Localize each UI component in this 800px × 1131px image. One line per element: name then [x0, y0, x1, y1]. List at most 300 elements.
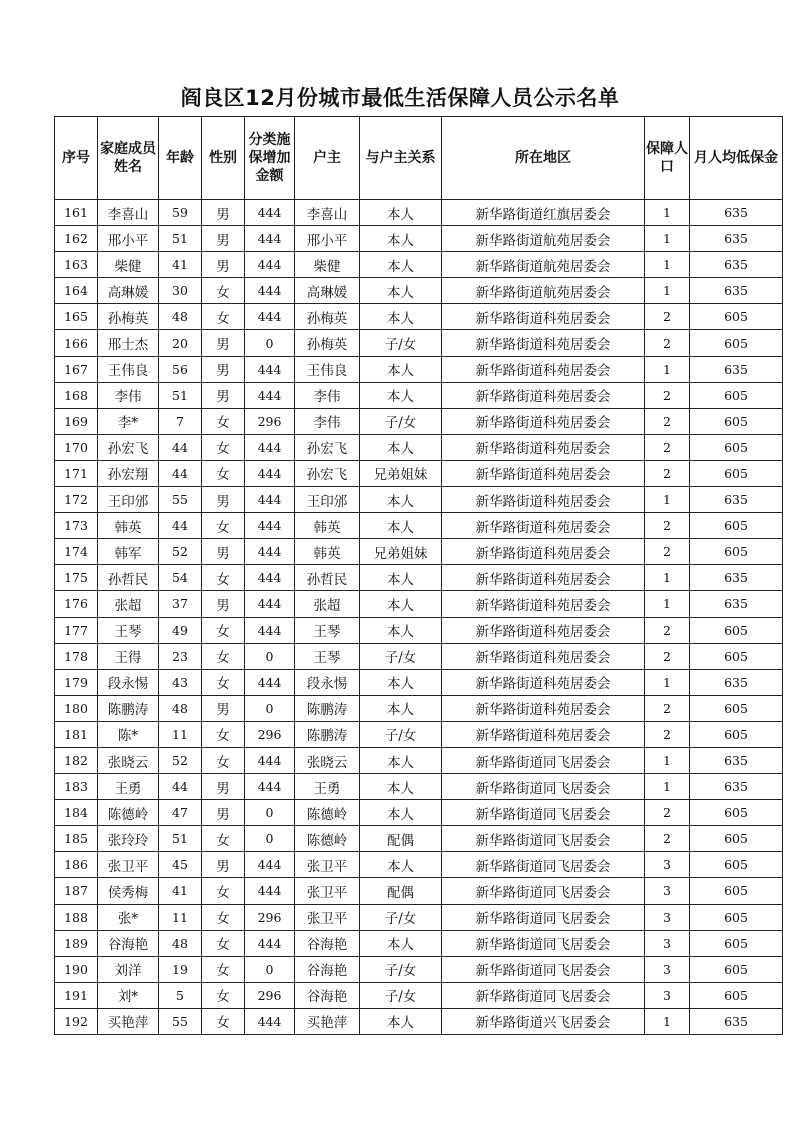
table-cell: 170: [55, 434, 98, 460]
table-cell: 陈鹏涛: [295, 721, 360, 747]
table-cell: 0: [245, 643, 295, 669]
table-cell: 189: [55, 930, 98, 956]
table-cell: 谷海艳: [98, 930, 159, 956]
table-cell: 本人: [360, 774, 442, 800]
table-row: [55, 226, 783, 252]
table-cell: 王伟良: [295, 356, 360, 382]
table-row: [55, 408, 783, 434]
table-cell: 1: [645, 356, 690, 382]
table-cell: 本人: [360, 800, 442, 826]
table-cell: 605: [690, 982, 783, 1008]
table-cell: 子/女: [360, 721, 442, 747]
table-cell: 子/女: [360, 904, 442, 930]
table-cell: 188: [55, 904, 98, 930]
table-cell: 444: [245, 434, 295, 460]
table-cell: 51: [159, 226, 202, 252]
table-cell: 444: [245, 1008, 295, 1034]
table-cell: 171: [55, 460, 98, 486]
table-cell: 女: [202, 278, 245, 304]
table-row: [55, 852, 783, 878]
table-cell: 635: [690, 487, 783, 513]
table-cell: 605: [690, 826, 783, 852]
table-cell: 王伟良: [98, 356, 159, 382]
assistance-list-table: [54, 116, 783, 1035]
table-cell: 新华路街道科苑居委会: [442, 565, 645, 591]
table-cell: 635: [690, 565, 783, 591]
table-cell: 买艳萍: [295, 1008, 360, 1034]
table-cell: 女: [202, 513, 245, 539]
table-cell: 444: [245, 460, 295, 486]
table-cell: 配偶: [360, 878, 442, 904]
table-cell: 陈*: [98, 721, 159, 747]
table-row: [55, 904, 783, 930]
header-cell: 分类施保增加金额: [245, 117, 295, 200]
table-cell: 180: [55, 695, 98, 721]
table-cell: 1: [645, 252, 690, 278]
table-cell: 444: [245, 226, 295, 252]
table-cell: 李*: [98, 408, 159, 434]
table-row: [55, 800, 783, 826]
header-cell: 与户主关系: [360, 117, 442, 200]
table-cell: 女: [202, 460, 245, 486]
table-cell: 男: [202, 695, 245, 721]
table-cell: 男: [202, 591, 245, 617]
table-cell: 2: [645, 382, 690, 408]
table-cell: 女: [202, 904, 245, 930]
table-cell: 3: [645, 878, 690, 904]
table-cell: 新华路街道科苑居委会: [442, 539, 645, 565]
table-cell: 0: [245, 956, 295, 982]
table-cell: 2: [645, 643, 690, 669]
table-cell: 605: [690, 617, 783, 643]
table-cell: 1: [645, 226, 690, 252]
table-cell: 新华路街道科苑居委会: [442, 460, 645, 486]
table-cell: 谷海艳: [295, 956, 360, 982]
table-cell: 新华路街道航苑居委会: [442, 226, 645, 252]
table-cell: 新华路街道科苑居委会: [442, 669, 645, 695]
table-cell: 5: [159, 982, 202, 1008]
table-cell: 陈德岭: [295, 826, 360, 852]
table-cell: 444: [245, 200, 295, 226]
table-cell: 谷海艳: [295, 982, 360, 1008]
table-cell: 2: [645, 617, 690, 643]
table-cell: 444: [245, 513, 295, 539]
table-row: [55, 695, 783, 721]
table-cell: 1: [645, 669, 690, 695]
table-cell: 48: [159, 930, 202, 956]
table-cell: 635: [690, 252, 783, 278]
table-cell: 45: [159, 852, 202, 878]
table-cell: 高琳媛: [98, 278, 159, 304]
table-cell: 张卫平: [295, 904, 360, 930]
table-cell: 韩英: [295, 539, 360, 565]
table-cell: 新华路街道科苑居委会: [442, 591, 645, 617]
table-cell: 女: [202, 930, 245, 956]
table-cell: 444: [245, 669, 295, 695]
table-cell: 635: [690, 774, 783, 800]
table-cell: 新华路街道科苑居委会: [442, 382, 645, 408]
table-cell: 新华路街道科苑居委会: [442, 721, 645, 747]
table-cell: 本人: [360, 695, 442, 721]
table-cell: 444: [245, 774, 295, 800]
table-cell: 0: [245, 330, 295, 356]
table-cell: 23: [159, 643, 202, 669]
table-cell: 孙梅英: [98, 304, 159, 330]
table-cell: 本人: [360, 278, 442, 304]
table-cell: 柴健: [295, 252, 360, 278]
table-cell: 张晓云: [295, 747, 360, 773]
table-cell: 子/女: [360, 956, 442, 982]
table-cell: 161: [55, 200, 98, 226]
table-cell: 新华路街道科苑居委会: [442, 356, 645, 382]
table-cell: 新华路街道同飞居委会: [442, 852, 645, 878]
table-cell: 新华路街道科苑居委会: [442, 617, 645, 643]
table-cell: 张超: [295, 591, 360, 617]
table-cell: 296: [245, 721, 295, 747]
header-cell: 序号: [55, 117, 98, 200]
table-row: [55, 513, 783, 539]
table-row: [55, 591, 783, 617]
table-cell: 3: [645, 930, 690, 956]
table-cell: 605: [690, 695, 783, 721]
table-cell: 女: [202, 643, 245, 669]
table-cell: 605: [690, 330, 783, 356]
table-cell: 本人: [360, 434, 442, 460]
table-row: [55, 382, 783, 408]
table-cell: 男: [202, 252, 245, 278]
table-cell: 3: [645, 852, 690, 878]
table-cell: 本人: [360, 591, 442, 617]
table-cell: 孙哲民: [98, 565, 159, 591]
table-cell: 韩军: [98, 539, 159, 565]
table-cell: 2: [645, 826, 690, 852]
table-cell: 李伟: [295, 408, 360, 434]
table-cell: 605: [690, 800, 783, 826]
table-row: [55, 982, 783, 1008]
table-row: [55, 643, 783, 669]
table-cell: 184: [55, 800, 98, 826]
table-cell: 孙梅英: [295, 330, 360, 356]
table-row: [55, 460, 783, 486]
table-cell: 男: [202, 774, 245, 800]
table-cell: 陈德岭: [98, 800, 159, 826]
table-cell: 176: [55, 591, 98, 617]
table-cell: 179: [55, 669, 98, 695]
table-cell: 0: [245, 826, 295, 852]
header-cell: 所在地区: [442, 117, 645, 200]
table-cell: 男: [202, 330, 245, 356]
table-cell: 李伟: [98, 382, 159, 408]
table-cell: 2: [645, 460, 690, 486]
table-cell: 185: [55, 826, 98, 852]
table-cell: 新华路街道同飞居委会: [442, 774, 645, 800]
table-cell: 配偶: [360, 826, 442, 852]
table-cell: 605: [690, 460, 783, 486]
table-cell: 李喜山: [98, 200, 159, 226]
table-cell: 男: [202, 800, 245, 826]
table-cell: 605: [690, 852, 783, 878]
table-cell: 王勇: [98, 774, 159, 800]
table-cell: 605: [690, 904, 783, 930]
table-cell: 王印邠: [98, 487, 159, 513]
table-cell: 444: [245, 878, 295, 904]
table-cell: 刘洋: [98, 956, 159, 982]
table-cell: 张卫平: [98, 852, 159, 878]
table-cell: 635: [690, 1008, 783, 1034]
table-cell: 47: [159, 800, 202, 826]
table-cell: 女: [202, 617, 245, 643]
table-cell: 175: [55, 565, 98, 591]
table-cell: 605: [690, 539, 783, 565]
table-cell: 444: [245, 252, 295, 278]
table-cell: 邢士杰: [98, 330, 159, 356]
table-cell: 173: [55, 513, 98, 539]
header-row: [55, 117, 783, 200]
table-cell: 444: [245, 930, 295, 956]
table-cell: 新华路街道科苑居委会: [442, 434, 645, 460]
table-cell: 296: [245, 982, 295, 1008]
table-cell: 新华路街道航苑居委会: [442, 252, 645, 278]
table-cell: 635: [690, 747, 783, 773]
table-cell: 182: [55, 747, 98, 773]
table-row: [55, 434, 783, 460]
table-cell: 本人: [360, 669, 442, 695]
table-cell: 48: [159, 304, 202, 330]
table-cell: 女: [202, 982, 245, 1008]
table-cell: 162: [55, 226, 98, 252]
table-cell: 635: [690, 278, 783, 304]
table-cell: 男: [202, 226, 245, 252]
table-cell: 孙梅英: [295, 304, 360, 330]
table-cell: 296: [245, 408, 295, 434]
table-cell: 2: [645, 695, 690, 721]
header-cell: 户主: [295, 117, 360, 200]
table-cell: 605: [690, 956, 783, 982]
table-cell: 本人: [360, 252, 442, 278]
table-row: [55, 1008, 783, 1034]
table-cell: 444: [245, 591, 295, 617]
table-row: [55, 617, 783, 643]
table-cell: 本人: [360, 226, 442, 252]
table-cell: 3: [645, 982, 690, 1008]
table-cell: 王得: [98, 643, 159, 669]
table-cell: 女: [202, 434, 245, 460]
table-cell: 新华路街道同飞居委会: [442, 956, 645, 982]
table-cell: 41: [159, 252, 202, 278]
table-cell: 11: [159, 721, 202, 747]
table-cell: 新华路街道同飞居委会: [442, 826, 645, 852]
table-cell: 张卫平: [295, 878, 360, 904]
table-cell: 子/女: [360, 643, 442, 669]
table-cell: 0: [245, 695, 295, 721]
table-cell: 孙哲民: [295, 565, 360, 591]
table-cell: 兄弟姐妹: [360, 460, 442, 486]
table-cell: 王琴: [98, 617, 159, 643]
table-cell: 子/女: [360, 982, 442, 1008]
table-cell: 11: [159, 904, 202, 930]
table-row: [55, 930, 783, 956]
table-cell: 本人: [360, 852, 442, 878]
table-cell: 178: [55, 643, 98, 669]
table-cell: 635: [690, 591, 783, 617]
table-cell: 女: [202, 669, 245, 695]
table-cell: 王琴: [295, 617, 360, 643]
table-row: [55, 539, 783, 565]
table-cell: 190: [55, 956, 98, 982]
table-cell: 168: [55, 382, 98, 408]
header-cell: 家庭成员姓名: [98, 117, 159, 200]
table-cell: 163: [55, 252, 98, 278]
table-cell: 3: [645, 904, 690, 930]
table-row: [55, 200, 783, 226]
table-cell: 男: [202, 852, 245, 878]
table-cell: 41: [159, 878, 202, 904]
table-cell: 张晓云: [98, 747, 159, 773]
table-cell: 本人: [360, 565, 442, 591]
table-cell: 女: [202, 956, 245, 982]
table-cell: 0: [245, 800, 295, 826]
table-cell: 女: [202, 304, 245, 330]
table-cell: 女: [202, 747, 245, 773]
table-row: [55, 956, 783, 982]
table-cell: 孙宏飞: [295, 460, 360, 486]
table-cell: 444: [245, 278, 295, 304]
table-cell: 段永惕: [98, 669, 159, 695]
table-cell: 陈德岭: [295, 800, 360, 826]
table-cell: 174: [55, 539, 98, 565]
table-cell: 本人: [360, 487, 442, 513]
table-cell: 本人: [360, 747, 442, 773]
table-cell: 新华路街道科苑居委会: [442, 695, 645, 721]
table-cell: 男: [202, 539, 245, 565]
table-cell: 44: [159, 513, 202, 539]
table-cell: 20: [159, 330, 202, 356]
table-cell: 2: [645, 800, 690, 826]
table-cell: 165: [55, 304, 98, 330]
table-cell: 陈鹏涛: [98, 695, 159, 721]
table-row: [55, 278, 783, 304]
table-row: [55, 826, 783, 852]
table-row: [55, 565, 783, 591]
table-cell: 7: [159, 408, 202, 434]
table-cell: 1: [645, 200, 690, 226]
table-cell: 2: [645, 513, 690, 539]
table-cell: 张超: [98, 591, 159, 617]
table-row: [55, 356, 783, 382]
table-cell: 孙宏翔: [98, 460, 159, 486]
table-cell: 本人: [360, 930, 442, 956]
table-body: [55, 200, 783, 1035]
table-cell: 新华路街道同飞居委会: [442, 878, 645, 904]
table-cell: 52: [159, 747, 202, 773]
table-cell: 2: [645, 304, 690, 330]
table-cell: 高琳媛: [295, 278, 360, 304]
table-cell: 444: [245, 487, 295, 513]
table-cell: 30: [159, 278, 202, 304]
table-cell: 186: [55, 852, 98, 878]
table-cell: 187: [55, 878, 98, 904]
table-cell: 605: [690, 434, 783, 460]
table-cell: 侯秀梅: [98, 878, 159, 904]
table-cell: 新华路街道科苑居委会: [442, 513, 645, 539]
page-title: 阎良区12月份城市最低生活保障人员公示名单: [180, 86, 620, 110]
table-cell: 605: [690, 643, 783, 669]
table-cell: 166: [55, 330, 98, 356]
table-cell: 女: [202, 878, 245, 904]
table-cell: 王琴: [295, 643, 360, 669]
table-cell: 新华路街道同飞居委会: [442, 904, 645, 930]
table-cell: 2: [645, 539, 690, 565]
table-cell: 164: [55, 278, 98, 304]
table-cell: 女: [202, 408, 245, 434]
table-cell: 44: [159, 460, 202, 486]
table-cell: 男: [202, 382, 245, 408]
table-cell: 444: [245, 304, 295, 330]
table-cell: 买艳萍: [98, 1008, 159, 1034]
table-cell: 王印邠: [295, 487, 360, 513]
table-cell: 新华路街道同飞居委会: [442, 982, 645, 1008]
table-cell: 新华路街道同飞居委会: [442, 800, 645, 826]
table-cell: 韩英: [295, 513, 360, 539]
table-cell: 2: [645, 434, 690, 460]
table-cell: 48: [159, 695, 202, 721]
table-cell: 635: [690, 356, 783, 382]
table-cell: 张*: [98, 904, 159, 930]
table-cell: 王勇: [295, 774, 360, 800]
table-cell: 1: [645, 487, 690, 513]
table-cell: 张玲玲: [98, 826, 159, 852]
table-cell: 51: [159, 826, 202, 852]
table-cell: 张卫平: [295, 852, 360, 878]
table-cell: 新华路街道同飞居委会: [442, 747, 645, 773]
table-cell: 邢小平: [98, 226, 159, 252]
table-cell: 本人: [360, 200, 442, 226]
table-cell: 子/女: [360, 330, 442, 356]
table-cell: 37: [159, 591, 202, 617]
table-cell: 605: [690, 878, 783, 904]
table-cell: 新华路街道兴飞居委会: [442, 1008, 645, 1034]
table-cell: 1: [645, 774, 690, 800]
table-cell: 167: [55, 356, 98, 382]
table-row: [55, 487, 783, 513]
table-cell: 177: [55, 617, 98, 643]
table-cell: 605: [690, 304, 783, 330]
table-cell: 192: [55, 1008, 98, 1034]
table-row: [55, 878, 783, 904]
table-cell: 女: [202, 826, 245, 852]
table-cell: 谷海艳: [295, 930, 360, 956]
table-cell: 181: [55, 721, 98, 747]
table-cell: 605: [690, 513, 783, 539]
table-cell: 444: [245, 565, 295, 591]
table-cell: 本人: [360, 382, 442, 408]
table-cell: 51: [159, 382, 202, 408]
table-cell: 605: [690, 721, 783, 747]
table-cell: 女: [202, 1008, 245, 1034]
table-cell: 刘*: [98, 982, 159, 1008]
table-cell: 54: [159, 565, 202, 591]
table-cell: 女: [202, 565, 245, 591]
table-cell: 李喜山: [295, 200, 360, 226]
table-cell: 孙宏飞: [295, 434, 360, 460]
table-cell: 新华路街道红旗居委会: [442, 200, 645, 226]
table-cell: 444: [245, 617, 295, 643]
table-cell: 新华路街道科苑居委会: [442, 330, 645, 356]
table-cell: 55: [159, 487, 202, 513]
table-row: [55, 747, 783, 773]
table-cell: 新华路街道科苑居委会: [442, 408, 645, 434]
table-cell: 605: [690, 930, 783, 956]
